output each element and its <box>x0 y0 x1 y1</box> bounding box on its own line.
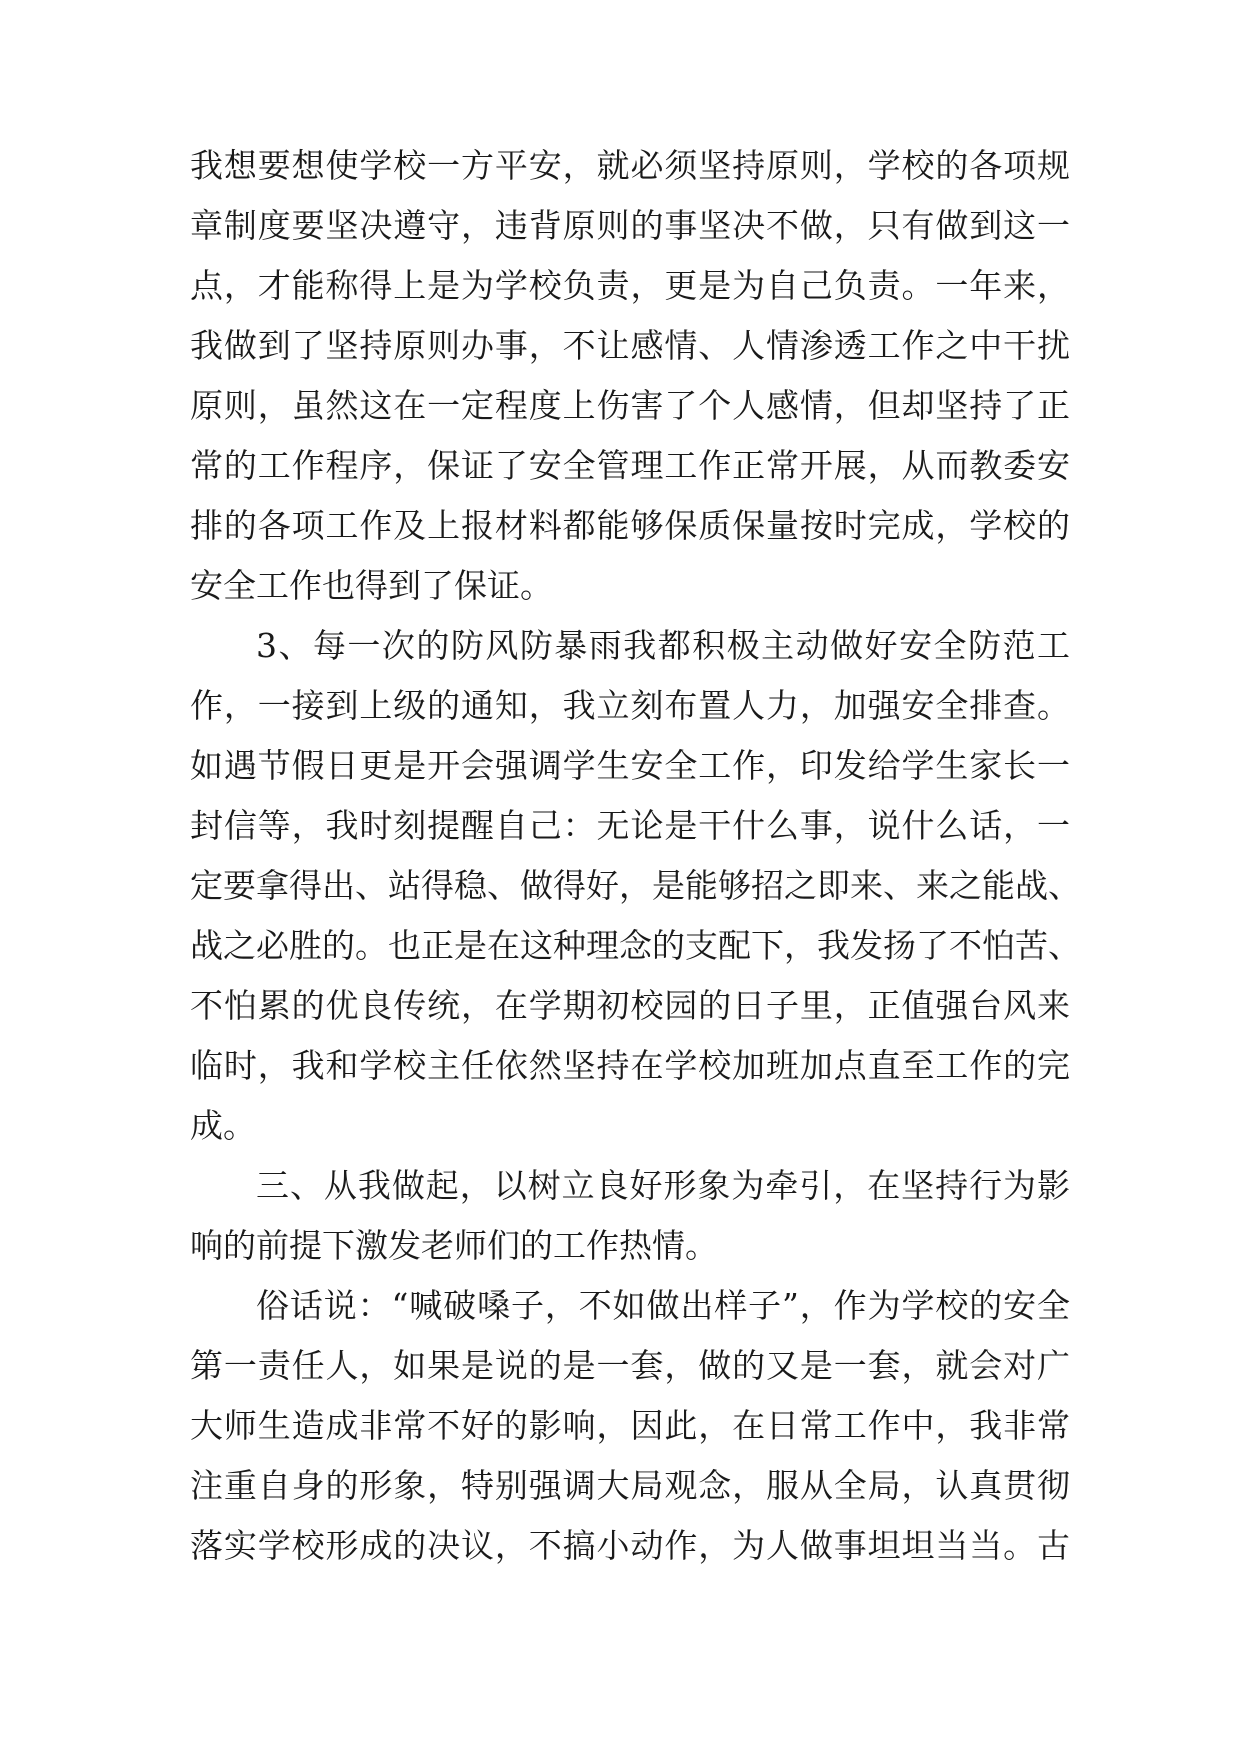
text-line: 俗话说：“喊破嗓子，不如做出样子”，作为学校的安全 <box>256 1286 1070 1325</box>
text-line: 临时，我和学校主任依然坚持在学校加班加点直至工作的完 <box>190 1046 1070 1085</box>
text-line: 作，一接到上级的通知，我立刻布置人力，加强安全排查。 <box>190 686 1070 725</box>
text-line: 如遇节假日更是开会强调学生安全工作，印发给学生家长一 <box>190 746 1070 785</box>
text-line: 定要拿得出、站得稳、做得好，是能够招之即来、来之能战、 <box>190 866 1081 905</box>
text-line: 我想要想使学校一方平安，就必须坚持原则，学校的各项规 <box>190 146 1070 185</box>
text-line: 注重自身的形象，特别强调大局观念，服从全局，认真贯彻 <box>190 1466 1070 1505</box>
text-line: 战之必胜的。也正是在这种理念的支配下，我发扬了不怕苦、 <box>190 926 1081 965</box>
text-line: 三、从我做起，以树立良好形象为牵引，在坚持行为影 <box>256 1166 1070 1205</box>
text-line: 常的工作程序，保证了安全管理工作正常开展，从而教委安 <box>190 446 1070 485</box>
text-line: 封信等，我时刻提醒自己：无论是干什么事，说什么话，一 <box>190 806 1070 845</box>
text-line: 成。 <box>190 1106 256 1145</box>
text-line: 安全工作也得到了保证。 <box>190 566 553 605</box>
text-line: 不怕累的优良传统，在学期初校园的日子里，正值强台风来 <box>190 986 1070 1025</box>
text-line: 3、每一次的防风防暴雨我都积极主动做好安全防范工 <box>256 626 1070 665</box>
text-line: 第一责任人，如果是说的是一套，做的又是一套，就会对广 <box>190 1346 1070 1385</box>
text-line: 响的前提下激发老师们的工作热情。 <box>190 1226 718 1265</box>
text-line: 落实学校形成的决议，不搞小动作，为人做事坦坦当当。古 <box>190 1526 1070 1565</box>
text-line: 点，才能称得上是为学校负责，更是为自己负责。一年来， <box>190 266 1070 305</box>
text-line: 我做到了坚持原则办事，不让感情、人情渗透工作之中干扰 <box>190 326 1070 365</box>
text-line: 章制度要坚决遵守，违背原则的事坚决不做，只有做到这一 <box>190 206 1070 245</box>
text-line: 排的各项工作及上报材料都能够保质保量按时完成，学校的 <box>190 506 1070 545</box>
text-line: 大师生造成非常不好的影响，因此，在日常工作中，我非常 <box>190 1406 1070 1445</box>
text-line: 原则，虽然这在一定程度上伤害了个人感情，但却坚持了正 <box>190 386 1070 425</box>
